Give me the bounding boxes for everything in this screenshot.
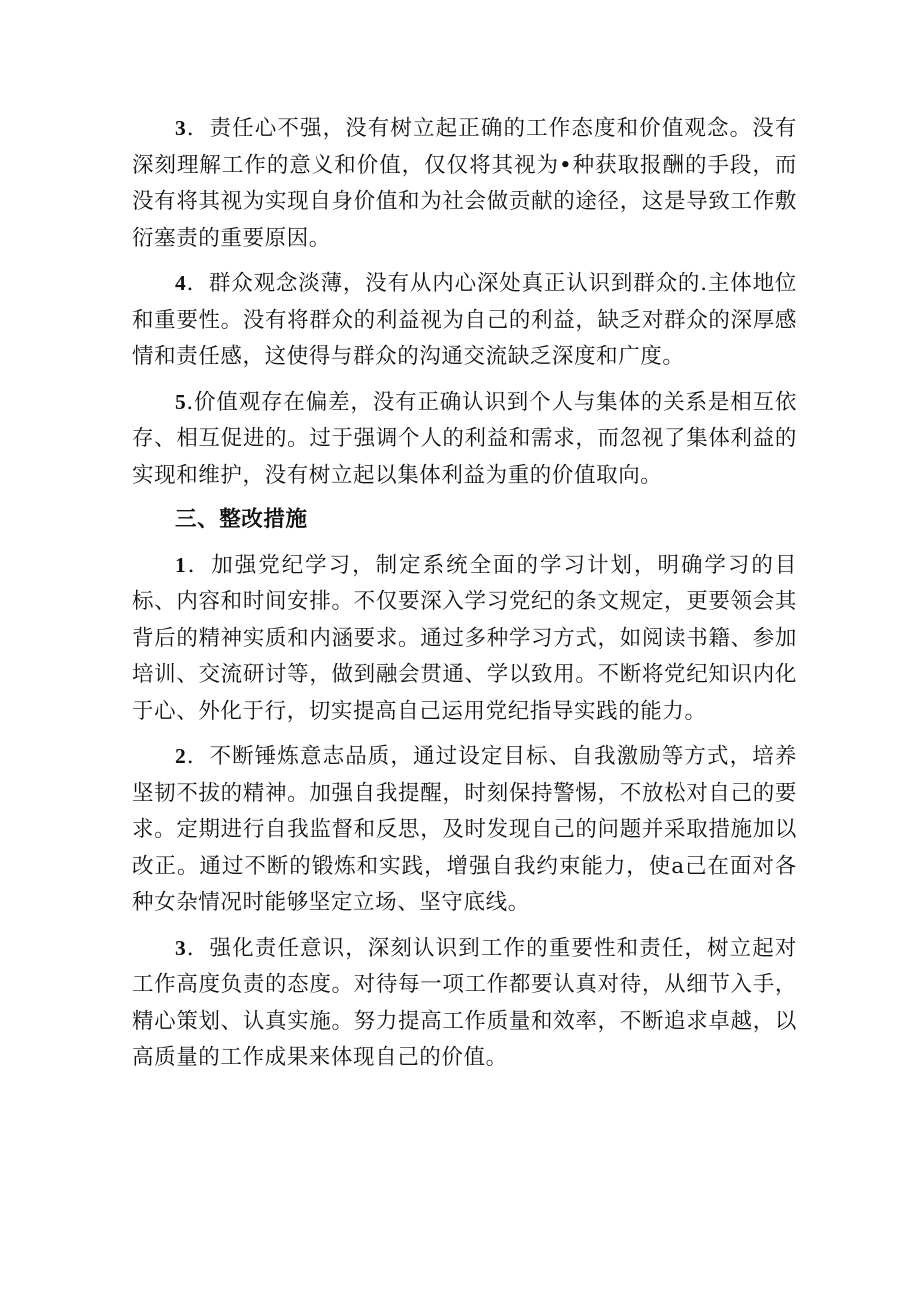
section-heading: 三、整改措施 xyxy=(175,507,308,532)
cause-paragraph-4 xyxy=(132,265,797,376)
cause-paragraph-5 xyxy=(132,384,797,495)
paragraph-number: 3 xyxy=(175,116,187,140)
paragraph-text: ．强化责任意识，深刻认识到工作的重要性和责任，树立起对工作高度负责的态度。对待每一项工作都要认真对待，从细节入手，精心策划、认真实施。努力提高工作质量和效率，不断追求卓越，以高质量的工作成果来体现自己的价值。 xyxy=(132,935,797,1070)
cause-paragraph-3 xyxy=(132,110,797,257)
measure-paragraph-3 xyxy=(132,930,797,1077)
paragraph-text: ．责任心不强，没有树立起正确的工作态度和价值观念。没有深刻理解工作的意义和价值，仅仅将其视为•种获取报酬的手段，而没有将其视为实现自身价值和为社会做贡献的途径，这是导致工作敷衍塞责的重要原因。 xyxy=(132,116,797,251)
paragraph-text: .价值观存在偏差，没有正确认识到个人与集体的关系是相互依存、相互促进的。过于强调个人的利益和需求，而忽视了集体利益的实现和维护，没有树立起以集体利益为重的价值取向。 xyxy=(132,389,797,488)
paragraph-number: 5 xyxy=(175,389,187,414)
paragraph-text: ．加强党纪学习，制定系统全面的学习计划，明确学习的目标、内容和时间安排。不仅要深入学习党纪的条文规定，更要领会其背后的精神实质和内涵要求。通过多种学习方式，如阅读书籍、参加培训、交流研讨等，做到融会贯通、学以致用。不断将党纪知识内化于心、外化于行，切实提高自己运用党纪指导实践的能力。 xyxy=(132,552,797,724)
document-page xyxy=(132,110,797,1085)
paragraph-number: 1 xyxy=(175,552,187,577)
paragraph-number: 4 xyxy=(175,271,187,295)
paragraph-number: 2 xyxy=(175,744,187,768)
measure-paragraph-1 xyxy=(132,547,797,731)
paragraph-text: ．不断锤炼意志品质，通过设定目标、自我激励等方式，培养坚韧不拔的精神。加强自我提醒，时刻保持警惕，不放松对自己的要求。定期进行自我监督和反思，及时发现自己的问题并采取措施加以改正。通过不断的锻炼和实践，增强自我约束能力，使a己在面对各种女杂情况时能够坚定立场、坚守底线。 xyxy=(132,744,797,915)
measure-paragraph-2 xyxy=(132,738,797,922)
paragraph-number: 3 xyxy=(175,935,187,960)
paragraph-text: ．群众观念淡薄，没有从内心深处真正认识到群众的.主体地位和重要性。没有将群众的利益视为自己的利益，缺乏对群众的深厚感情和责任感，这使得与群众的沟通交流缺乏深度和广度。 xyxy=(132,271,797,369)
